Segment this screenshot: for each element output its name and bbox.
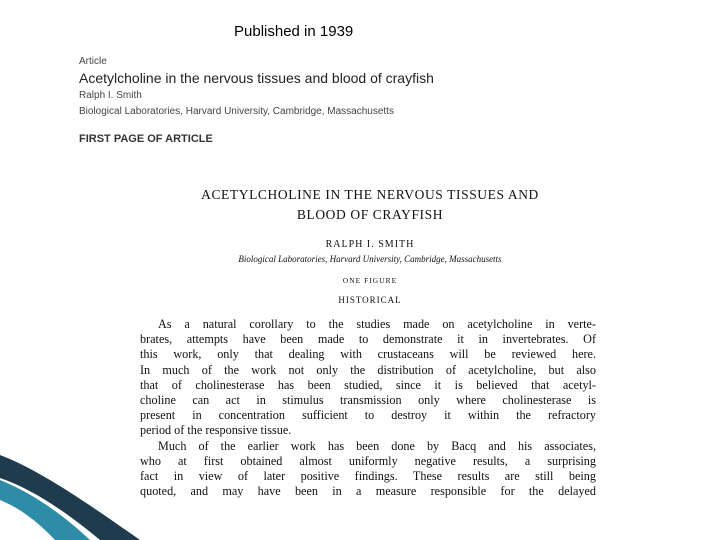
body-line: In much of the work not only the distribution of acetylcholine, but also [140, 362, 596, 377]
body-line: this work, only that dealing with crustaceans will be reviewed here. [140, 347, 596, 362]
body-line: who at first obtained almost uniformly negative results, a surprising [140, 453, 596, 468]
body-line: present in concentration sufficient to destroy it within the refractory [140, 408, 596, 423]
article-affiliation: Biological Laboratories, Harvard University, Cambridge, Massachusetts [79, 106, 394, 117]
body-line: period of the responsive tissue. [140, 423, 292, 438]
scan-title-line: BLOOD OF CRAYFISH [296, 207, 444, 222]
article-label: Article [79, 56, 107, 67]
slide-title: Published in 1939 [234, 23, 354, 40]
decorative-swoosh [0, 450, 140, 540]
article-author: Ralph I. Smith [79, 90, 142, 101]
scan-title-line: ACETYLCHOLINE IN THE NERVOUS TISSUES AND [201, 187, 539, 202]
article-title[interactable]: Acetylcholine in the nervous tissues and blood of crayfish [79, 70, 434, 86]
scan-affiliation: Biological Laboratories, Harvard University, Cambridge, Massachusetts [238, 254, 502, 264]
article-first-page-scan [140, 185, 600, 540]
scan-author: RALPH I. SMITH [325, 239, 415, 250]
first-page-heading: FIRST PAGE OF ARTICLE [79, 133, 213, 145]
body-line: that of cholinesterase has been studied, since it is believed that acetyl- [140, 377, 596, 392]
scan-body-text [140, 317, 596, 499]
scan-section-heading: HISTORICAL [338, 295, 402, 305]
body-line: fact in view of later positive findings. These results are still being [140, 469, 596, 484]
body-line: choline can act in stimulus transmission only where cholinesterase is [140, 393, 596, 408]
body-line: As a natural corollary to the studies made on acetylcholine in verte- [158, 317, 596, 331]
scan-title [170, 185, 570, 225]
body-line: brates, attempts have been made to demonstrate it in invertebrates. Of [140, 332, 596, 347]
body-line: quoted, and may have been in a measure responsible for the delayed [140, 484, 596, 499]
body-line: Much of the earlier work has been done by Bacq and his associates, [158, 438, 596, 453]
scan-figure-count: ONE FIGURE [342, 276, 398, 285]
